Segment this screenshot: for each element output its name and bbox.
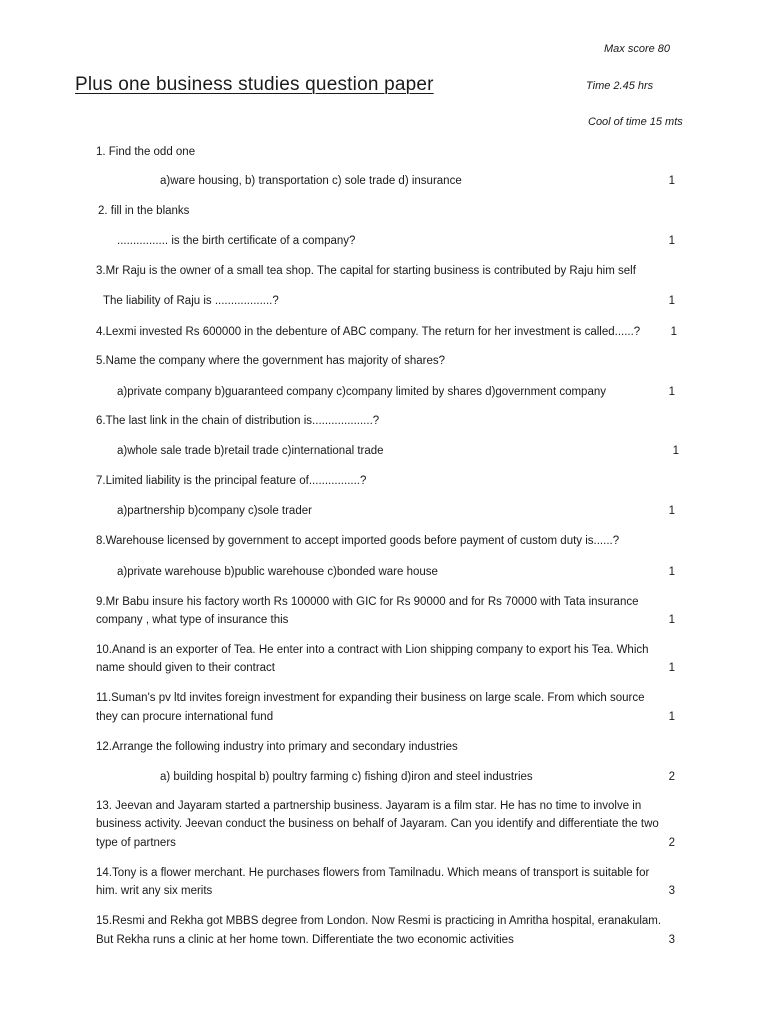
cool-off-time: Cool of time 15 mts [588, 116, 683, 128]
question-14-mark: 3 [668, 885, 675, 897]
question-13-line-3: type of partners [96, 837, 176, 849]
question-1: 1. Find the odd one [96, 146, 196, 158]
question-3-mark: 1 [668, 295, 675, 307]
question-9-line-1: 9.Mr Babu insure his factory worth Rs 100000 with GIC for Rs 90000 and for Rs 70000 with Tata insurance [96, 596, 639, 608]
question-4-mark: 1 [670, 326, 677, 338]
question-5-options: a)private company b)guaranteed company c)company limited by shares d)government company [117, 386, 606, 398]
question-2-blank: ................ is the birth certificate of a company? [117, 235, 356, 247]
question-7: 7.Limited liability is the principal feature of................? [96, 475, 367, 487]
question-5-mark: 1 [668, 386, 675, 398]
question-3: 3.Mr Raju is the owner of a small tea shop. The capital for starting business is contributed by Raju him self [96, 265, 636, 277]
question-10-mark: 1 [668, 662, 675, 674]
question-4: 4.Lexmi invested Rs 600000 in the debenture of ABC company. The return for her investment is called......? [96, 326, 641, 338]
max-score: Max score 80 [604, 43, 671, 55]
question-12-mark: 2 [668, 771, 675, 783]
question-9-line-2: company , what type of insurance this [96, 614, 289, 626]
question-2-mark: 1 [668, 235, 675, 247]
question-13-line-1: 13. Jeevan and Jayaram started a partnership business. Jayaram is a film star. He has no time to involve in [96, 800, 642, 812]
question-10-line-2: name should given to their contract [96, 662, 275, 674]
question-3-sub: The liability of Raju is ..................? [103, 295, 279, 307]
question-15-line-1: 15.Resmi and Rekha got MBBS degree from London. Now Resmi is practicing in Amritha hospital, eranakulam. [96, 915, 662, 927]
question-6: 6.The last link in the chain of distribution is...................? [96, 415, 380, 427]
question-1-options: a)ware housing, b) transportation c) sole trade d) insurance [160, 175, 462, 187]
question-14-line-1: 14.Tony is a flower merchant. He purchases flowers from Tamilnadu. Which means of transport is suitable for [96, 867, 650, 879]
question-12-options: a) building hospital b) poultry farming c) fishing d)iron and steel industries [160, 771, 533, 783]
question-6-options: a)whole sale trade b)retail trade c)international trade [117, 445, 384, 457]
question-1-mark: 1 [668, 175, 675, 187]
question-14-line-2: him. writ any six merits [96, 885, 213, 897]
question-8-options: a)private warehouse b)public warehouse c)bonded ware house [117, 566, 438, 578]
question-15-line-2: But Rekha runs a clinic at her home town. Differentiate the two economic activities [96, 934, 514, 946]
question-2: 2. fill in the blanks [98, 205, 190, 217]
question-8: 8.Warehouse licensed by government to accept imported goods before payment of custom duty is......? [96, 535, 620, 547]
question-8-mark: 1 [668, 566, 675, 578]
question-11-line-2: they can procure international fund [96, 711, 274, 723]
question-11-mark: 1 [668, 711, 675, 723]
question-12: 12.Arrange the following industry into primary and secondary industries [96, 741, 458, 753]
time-allowed: Time 2.45 hrs [586, 80, 654, 92]
question-13-line-2: business activity. Jeevan conduct the business on behalf of Jayaram. Can you identify and differentiate the two [96, 818, 659, 830]
question-11-line-1: 11.Suman's pv ltd invites foreign investment for expanding their business on large scale. From which source [96, 692, 645, 704]
question-5: 5.Name the company where the government has majority of shares? [96, 355, 446, 367]
question-15-mark: 3 [668, 934, 675, 946]
question-7-mark: 1 [668, 505, 675, 517]
question-6-mark: 1 [672, 445, 679, 457]
question-10-line-1: 10.Anand is an exporter of Tea. He enter into a contract with Lion shipping company to export his Tea. Which [96, 644, 649, 656]
question-9-mark: 1 [668, 614, 675, 626]
question-7-options: a)partnership b)company c)sole trader [117, 505, 312, 517]
question-13-mark: 2 [668, 837, 675, 849]
page-title: Plus one business studies question paper [75, 74, 434, 95]
